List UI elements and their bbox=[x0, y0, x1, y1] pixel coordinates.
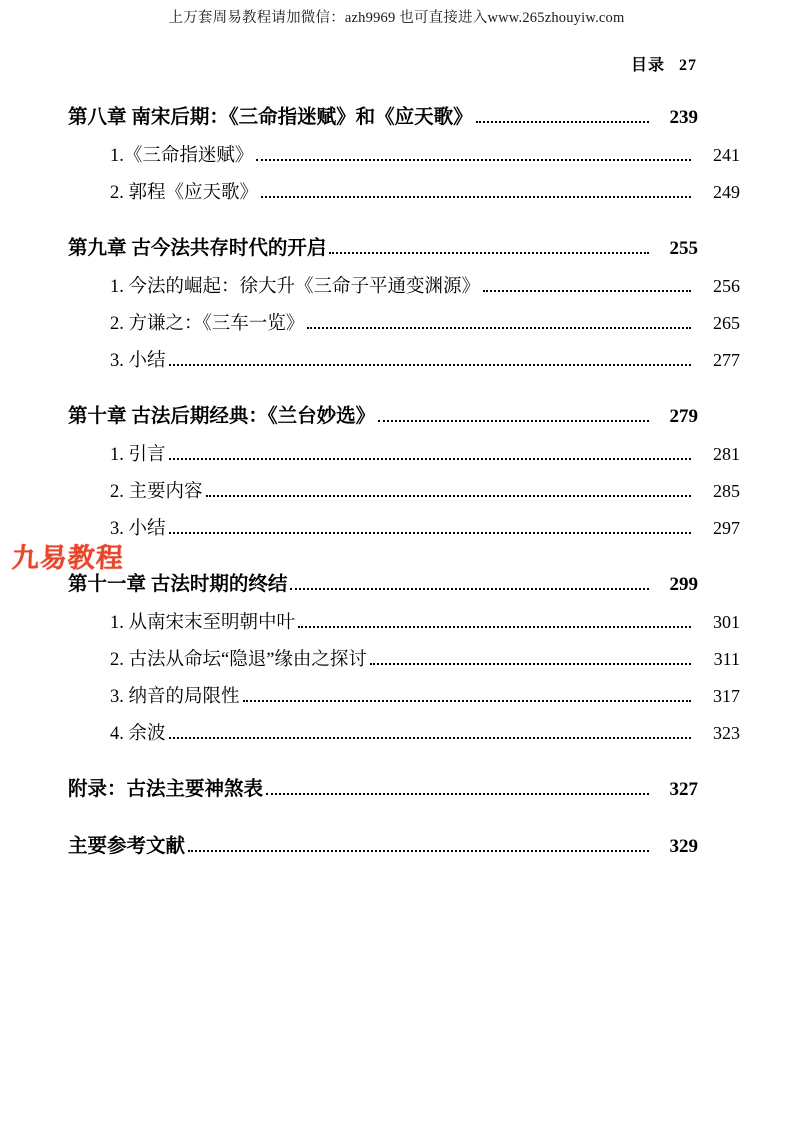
toc-chapter-entry[interactable] bbox=[68, 108, 698, 129]
promo-banner-text: 上万套周易教程请加微信：azh9969 也可直接进入www.265zhouyiw.com bbox=[168, 10, 625, 26]
toc-chapter-page: 279 bbox=[669, 406, 698, 427]
toc-section-title: 2. 方谦之：《三车一览》 bbox=[110, 314, 305, 334]
toc-section-title: 2. 郭程《应天歌》 bbox=[110, 183, 259, 203]
leader-dots bbox=[378, 420, 649, 422]
toc-section-entry[interactable] bbox=[68, 445, 740, 465]
toc-chapter-entry[interactable] bbox=[68, 239, 698, 260]
watermark-logo: 九易教程 bbox=[11, 543, 125, 574]
toc-section-title: 1. 引言 bbox=[110, 445, 166, 465]
leader-dots bbox=[261, 196, 691, 198]
toc-appendix-title: 附录：古法主要神煞表 bbox=[68, 779, 264, 800]
block-spacer bbox=[68, 758, 698, 780]
running-head bbox=[631, 52, 697, 75]
toc-section-entry[interactable] bbox=[68, 724, 740, 744]
leader-dots bbox=[266, 793, 649, 795]
page-number: 27 bbox=[679, 57, 697, 74]
toc-chapter-entry[interactable] bbox=[68, 575, 698, 596]
leader-dots bbox=[370, 663, 691, 665]
leader-dots bbox=[169, 532, 691, 534]
toc-chapter-entry[interactable] bbox=[68, 407, 698, 428]
toc-section-entry[interactable] bbox=[68, 613, 740, 633]
leader-dots bbox=[243, 700, 691, 702]
leader-dots bbox=[169, 737, 691, 739]
toc-section-title: 2. 古法从命坛“隐退”缘由之探讨 bbox=[110, 650, 367, 670]
toc-section-title: 1. 今法的崛起：徐大升《三命子平通变渊源》 bbox=[110, 277, 481, 297]
leader-dots bbox=[298, 626, 691, 628]
toc-block bbox=[68, 574, 740, 744]
toc-section-title: 1.《三命指迷赋》 bbox=[110, 146, 254, 166]
block-spacer bbox=[68, 217, 698, 239]
toc-section-entry[interactable] bbox=[68, 277, 740, 297]
leader-dots bbox=[169, 458, 691, 460]
toc-section-page: 311 bbox=[713, 649, 740, 669]
leader-dots bbox=[256, 159, 691, 161]
leader-dots bbox=[476, 121, 649, 123]
toc-section-entry[interactable] bbox=[68, 314, 740, 334]
table-of-contents bbox=[68, 107, 740, 872]
toc-section-title: 3. 纳音的局限性 bbox=[110, 687, 240, 707]
toc-block bbox=[68, 238, 740, 371]
toc-section-page: 256 bbox=[713, 276, 740, 296]
toc-block bbox=[68, 107, 740, 203]
leader-dots bbox=[188, 850, 649, 852]
block-spacer bbox=[68, 385, 698, 407]
toc-section-title: 3. 小结 bbox=[110, 519, 166, 539]
toc-section-title: 3. 小结 bbox=[110, 351, 166, 371]
toc-section-title: 2. 主要内容 bbox=[110, 482, 203, 502]
block-spacer bbox=[68, 815, 698, 837]
toc-section-page: 281 bbox=[713, 444, 740, 464]
toc-chapter-title: 第九章 古今法共存时代的开启 bbox=[68, 238, 327, 259]
toc-section-page: 323 bbox=[713, 723, 740, 743]
toc-chapter-title: 第十一章 古法时期的终结 bbox=[68, 574, 288, 595]
toc-chapter-page: 299 bbox=[669, 574, 698, 595]
toc-section-title: 4. 余波 bbox=[110, 724, 166, 744]
toc-section-entry[interactable] bbox=[68, 146, 740, 166]
toc-references-page: 329 bbox=[669, 836, 698, 857]
toc-section-page: 277 bbox=[713, 350, 740, 370]
toc-section-title: 1. 从南宋末至明朝中叶 bbox=[110, 613, 296, 633]
block-spacer bbox=[68, 553, 698, 575]
leader-dots bbox=[169, 364, 691, 366]
toc-block bbox=[68, 406, 740, 539]
toc-section-entry[interactable] bbox=[68, 519, 740, 539]
leader-dots bbox=[307, 327, 691, 329]
toc-appendix-page: 327 bbox=[669, 779, 698, 800]
toc-section-page: 297 bbox=[713, 518, 740, 538]
leader-dots bbox=[483, 290, 691, 292]
toc-section-entry[interactable] bbox=[68, 482, 740, 502]
toc-section-entry[interactable] bbox=[68, 687, 740, 707]
toc-block bbox=[68, 837, 698, 858]
toc-section-entry[interactable] bbox=[68, 183, 740, 203]
toc-appendix-entry[interactable] bbox=[68, 780, 698, 801]
toc-references-title: 主要参考文献 bbox=[68, 836, 186, 857]
toc-block bbox=[68, 780, 698, 801]
toc-section-page: 249 bbox=[713, 182, 740, 202]
toc-chapter-title: 第十章 古法后期经典：《兰台妙选》 bbox=[68, 406, 376, 427]
toc-section-page: 285 bbox=[713, 481, 740, 501]
toc-section-page: 317 bbox=[713, 686, 740, 706]
leader-dots bbox=[290, 588, 649, 590]
toc-chapter-page: 255 bbox=[669, 238, 698, 259]
leader-dots bbox=[329, 252, 649, 254]
toc-section-entry[interactable] bbox=[68, 351, 740, 371]
toc-section-page: 301 bbox=[713, 612, 740, 632]
toc-section-page: 265 bbox=[713, 313, 740, 333]
toc-section-entry[interactable] bbox=[68, 650, 740, 670]
toc-chapter-title: 第八章 南宋后期：《三命指迷赋》和《应天歌》 bbox=[68, 107, 473, 128]
toc-section-page: 241 bbox=[713, 145, 740, 165]
toc-references-entry[interactable] bbox=[68, 837, 698, 858]
leader-dots bbox=[206, 495, 691, 497]
running-head-label: 目录 bbox=[630, 57, 665, 74]
toc-chapter-page: 239 bbox=[669, 107, 698, 128]
